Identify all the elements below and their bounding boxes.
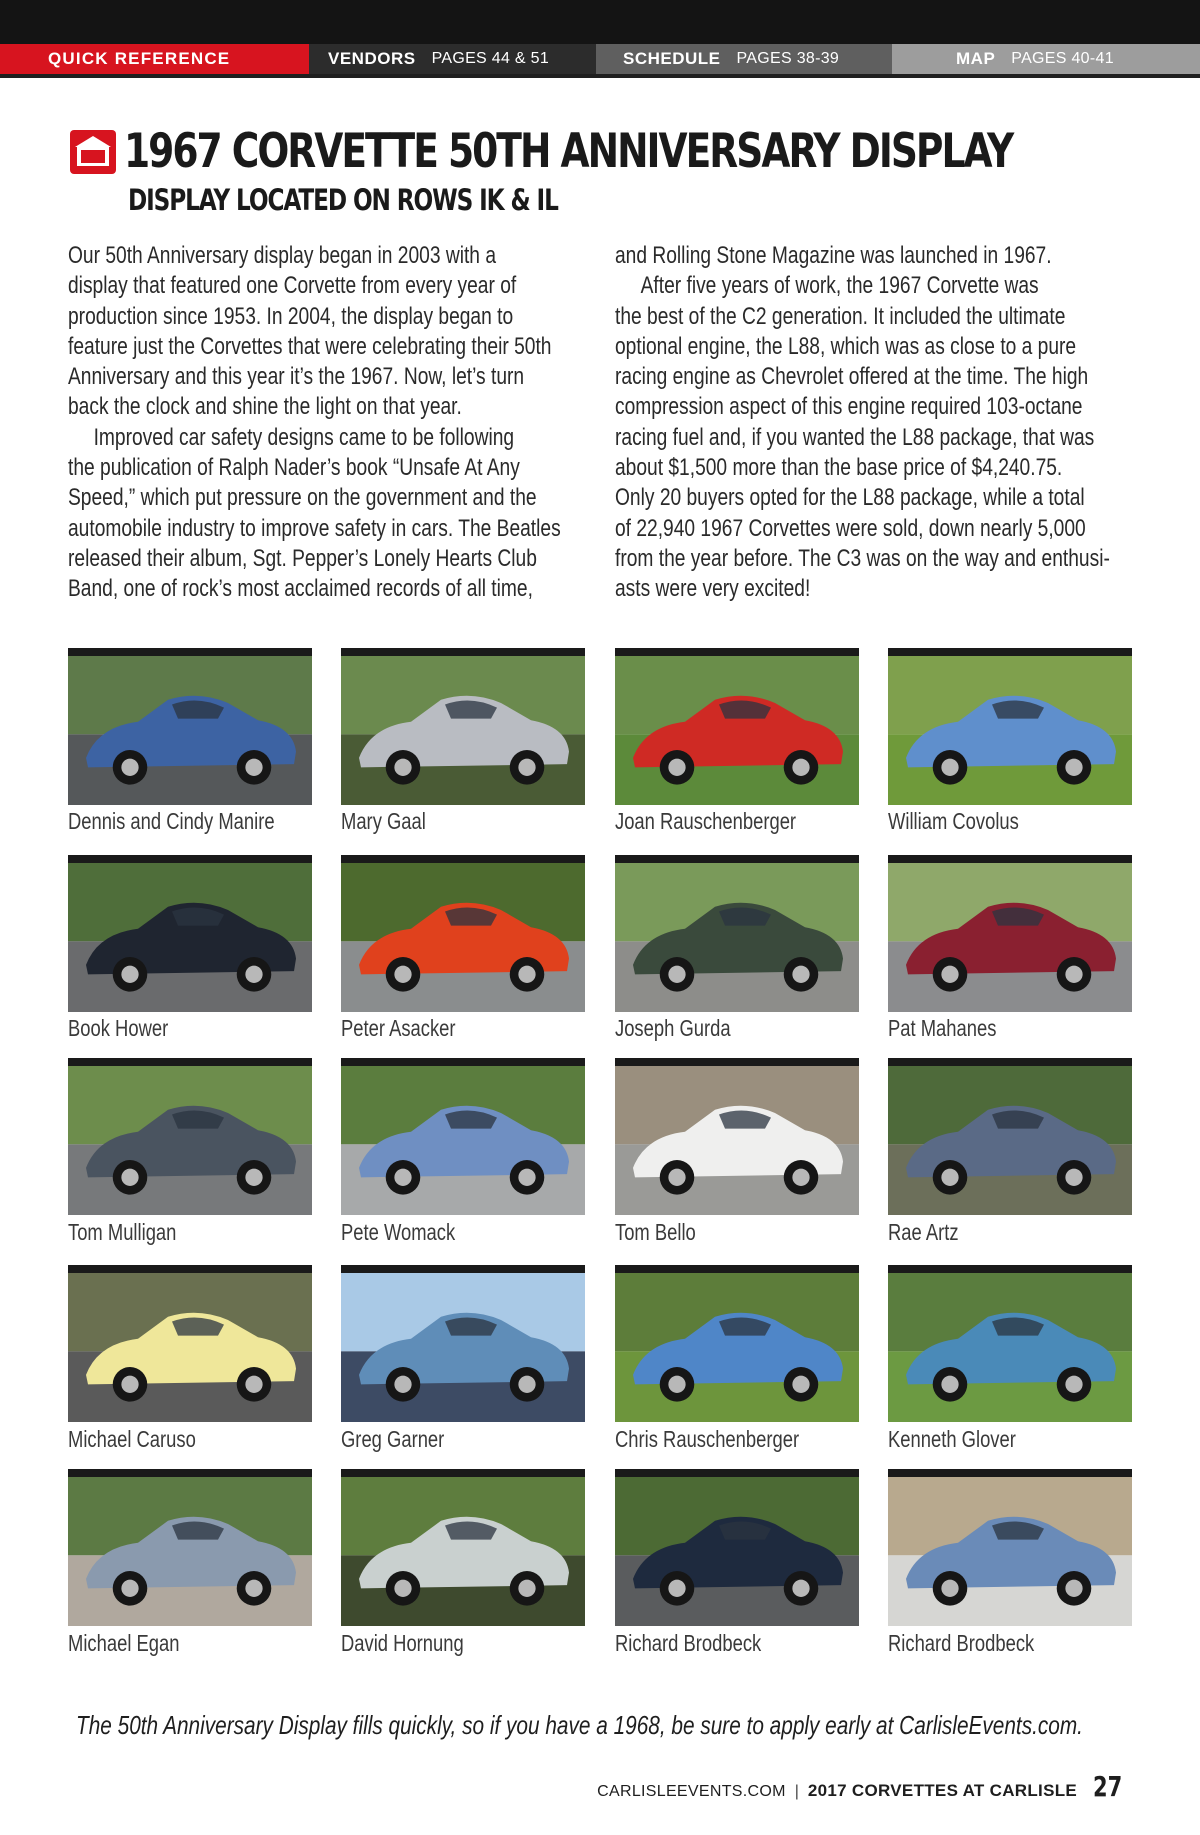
- corvette-photo: [341, 648, 585, 805]
- article-line: about $1,500 more than the base price of $4,240.75.: [615, 454, 1063, 482]
- owner-name: Michael Egan: [68, 1630, 180, 1656]
- corvette-photo: [888, 855, 1132, 1012]
- article-line: the best of the C2 generation. It included the ultimate: [615, 302, 1066, 330]
- article-line: Our 50th Anniversary display began in 2003 with a: [68, 242, 496, 269]
- corvette-photo: [615, 1469, 859, 1626]
- nav-map-pages: PAGES 40-41: [1011, 50, 1114, 67]
- article-line: Improved car safety designs came to be following: [93, 423, 515, 451]
- nav-map-label: MAP: [956, 49, 996, 68]
- article-line: Speed,” which put pressure on the government and the: [68, 484, 537, 512]
- corvette-photo: [615, 1058, 859, 1215]
- article-line: optional engine, the L88, which was as close to a pure: [615, 332, 1077, 360]
- quick-reference-text: QUICK REFERENCE: [48, 49, 231, 68]
- nav-schedule-label: SCHEDULE: [623, 49, 721, 68]
- article-line: Only 20 buyers opted for the L88 package, while a total: [615, 484, 1085, 512]
- corvette-photo: [615, 855, 859, 1012]
- owner-name: David Hornung: [341, 1630, 464, 1656]
- corvette-photo: [615, 648, 859, 805]
- corvette-photo: [68, 1265, 312, 1422]
- owner-name: Kenneth Glover: [888, 1426, 1016, 1452]
- owner-name: Tom Bello: [615, 1219, 696, 1245]
- owner-name: Peter Asacker: [341, 1015, 456, 1041]
- page-number: 27: [1093, 1770, 1123, 1803]
- article-line: feature just the Corvettes that were celebrating their 50th: [68, 332, 552, 360]
- corvette-photo: [68, 1469, 312, 1626]
- article-line: automobile industry to improve safety in cars. The Beatles: [68, 514, 561, 542]
- owner-name: Richard Brodbeck: [615, 1630, 762, 1656]
- article-line: back the clock and shine the light on that year.: [68, 393, 462, 421]
- page-title: 1967 CORVETTE 50TH ANNIVERSARY DISPLAY: [124, 124, 1013, 179]
- page-subtitle: DISPLAY LOCATED ON ROWS IK & IL: [128, 183, 558, 217]
- nav-vendors-label: VENDORS: [328, 49, 416, 68]
- owner-name: Pat Mahanes: [888, 1015, 997, 1041]
- corvette-photo: [888, 1469, 1132, 1626]
- corvette-photo: [615, 1265, 859, 1422]
- owner-name: Greg Garner: [341, 1426, 445, 1452]
- footer-site: CARLISLEEVENTS.COM: [597, 1783, 786, 1800]
- owner-name: Pete Womack: [341, 1219, 456, 1245]
- article-line: racing fuel and, if you wanted the L88 package, that was: [615, 423, 1095, 451]
- owner-name: Joseph Gurda: [615, 1015, 731, 1041]
- page-footer: [597, 1770, 1132, 1803]
- article-line: compression aspect of this engine required 103-octane: [615, 393, 1083, 421]
- article-line: display that featured one Corvette from every year of: [68, 272, 517, 300]
- corvette-photo: [888, 648, 1132, 805]
- owner-name: William Covolus: [888, 808, 1019, 834]
- article-line: from the year before. The C3 was on the way and enthusi-: [615, 544, 1110, 572]
- corvette-photo: [341, 1469, 585, 1626]
- owner-name: Joan Rauschenberger: [615, 808, 797, 834]
- article-line: released their album, Sgt. Pepper’s Lonely Hearts Club: [68, 544, 537, 572]
- owner-name: Tom Mulligan: [68, 1219, 177, 1245]
- owner-name: Richard Brodbeck: [888, 1630, 1035, 1656]
- nav-vendors-pages: PAGES 44 & 51: [431, 50, 550, 67]
- article-line: the publication of Ralph Nader’s book “Unsafe At Any: [68, 454, 520, 482]
- owner-name: Book Hower: [68, 1015, 169, 1041]
- owner-name: Chris Rauschenberger: [615, 1426, 800, 1452]
- footer-separator: |: [794, 1783, 799, 1800]
- corvette-photo: [341, 1058, 585, 1215]
- article-line: asts were very excited!: [615, 575, 811, 603]
- corvette-photo: [341, 855, 585, 1012]
- article-line: Band, one of rock’s most acclaimed records of all time,: [68, 575, 533, 603]
- owner-name: Dennis and Cindy Manire: [68, 808, 275, 834]
- article-line: Anniversary and this year it’s the 1967. Now, let’s turn: [68, 363, 525, 391]
- article-line: production since 1953. In 2004, the display began to: [68, 302, 514, 330]
- owner-name: Mary Gaal: [341, 808, 426, 834]
- article-line: racing engine as Chevrolet offered at the time. The high: [615, 363, 1089, 391]
- article-line: of 22,940 1967 Corvettes were sold, down nearly 5,000: [615, 514, 1086, 542]
- corvette-photo: [888, 1058, 1132, 1215]
- article-line: and Rolling Stone Magazine was launched in 1967.: [615, 242, 1052, 269]
- corvette-photo: [341, 1265, 585, 1422]
- corvette-photo: [888, 1265, 1132, 1422]
- owner-name: Rae Artz: [888, 1219, 959, 1245]
- footnote: The 50th Anniversary Display fills quickly, so if you have a 1968, be sure to apply early at CarlisleEvents.com.: [76, 1710, 1083, 1740]
- article-line: After five years of work, the 1967 Corvette was: [640, 272, 1039, 300]
- corvette-photo: [68, 648, 312, 805]
- corvette-photo: [68, 1058, 312, 1215]
- owner-name: Michael Caruso: [68, 1426, 196, 1452]
- nav-schedule-pages: PAGES 38-39: [736, 50, 840, 67]
- corvette-photo: [68, 855, 312, 1012]
- footer-title: 2017 CORVETTES AT CARLISLE: [807, 1781, 1078, 1800]
